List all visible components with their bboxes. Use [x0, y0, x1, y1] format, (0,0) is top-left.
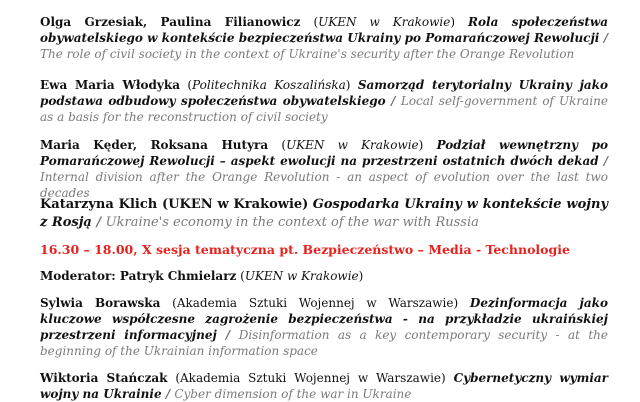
entry-title-polish: Cybernetyczny wymiar wojny na Ukrainie [40, 371, 608, 401]
entry-title-english: Local self-government of Ukraine as a basis for the reconstruction of civil society [40, 94, 608, 124]
entry-affiliation: UKEN w Krakowie [318, 15, 451, 29]
program-entry: Ewa Maria Włodyka (Politechnika Koszalińska) Samorząd terytorialny Ukrainy jako podstawa odbudowy społeczeństwa obywatelskiego / Local self-government of Ukraine as a basis for the reconstruction of civil society [40, 78, 608, 124]
program-entry: Olga Grzesiak, Paulina Filianowicz (UKEN w Krakowie) Rola społeczeństwa obywatelskiego w kontekście bezpieczeństwa Ukrainy po Pomarańczowej Rewolucji / The role of civil society in the context of Ukraine's security after the Orange Revolution [40, 15, 609, 61]
entry-title-polish: Samorząd terytorialny Ukrainy jako podstawa odbudowy społeczeństwa obywatelskiego [40, 78, 608, 108]
entry-authors: Katarzyna Klich (UKEN w Krakowie) [40, 197, 309, 212]
entry-authors: Olga Grzesiak, Paulina Filianowicz [40, 15, 301, 29]
entry-authors: Sylwia Borawska [40, 296, 161, 310]
session-heading: 16.30 – 18.00, X sesja tematyczna pt. Bezpieczeństwo – Media - Technologie [40, 242, 570, 257]
entry-affiliation: UKEN w Krakowie [286, 138, 419, 152]
entry-authors: Ewa Maria Włodyka [40, 78, 180, 92]
entry-title-polish: Podział wewnętrzny po Pomarańczowej Rewolucji – aspekt ewolucji na przestrzeni ostatnich dwóch dekad [40, 138, 608, 168]
program-entry: Wiktoria Stańczak (Akademia Sztuki Wojennej w Warszawie) Cybernetyczny wymiar wojny na Ukrainie / Cyber dimension of the war in Ukraine [40, 371, 608, 401]
moderator-affiliation: UKEN w Krakowie [244, 269, 359, 283]
program-entry: Sylwia Borawska (Akademia Sztuki Wojennej w Warszawie) Dezinformacja jako kluczowe współczesne zagrożenie bezpieczeństwa - na przykładzie ukraińskiej przestrzeni informacyjnej / Disinformation as a key contemporary security - at the beginning of the Ukrainian information space [40, 296, 608, 358]
entry-title-polish: Dezinformacja jako kluczowe współczesne zagrożenie bezpieczeństwa - na przykładzie ukraińskiej przestrzeni informacyjnej [40, 296, 608, 342]
entry-authors: Wiktoria Stańczak [40, 371, 168, 385]
moderator-line: Moderator: Patryk Chmielarz (UKEN w Krakowie) [40, 269, 364, 283]
entry-title-english: Internal division after the Orange Revolution - an aspect of evolution over the last two decades [40, 170, 608, 200]
entry-title-english: The role of civil society in the context of Ukraine's security after the Orange Revolution [40, 47, 575, 61]
program-entry: Maria Kęder, Roksana Hutyra (UKEN w Krakowie) Podział wewnętrzny po Pomarańczowej Rewolucji – aspekt ewolucji na przestrzeni ostatnich dwóch dekad / Internal division after the Orange Revolution - an aspect of evolution over the last two decades [40, 138, 608, 200]
entry-title-polish: Gospodarka Ukrainy w kontekście wojny z Rosją [40, 197, 608, 230]
entry-title-english: Cyber dimension of the war in Ukraine [174, 387, 412, 401]
entry-title-english: Disinformation as a key contemporary security - at the beginning of the Ukrainian information space [40, 328, 608, 358]
entry-title-english: Ukraine's economy in the context of the war with Russia [105, 215, 479, 230]
entry-affiliation: (Akademia Sztuki Wojennej w Warszawie) [167, 371, 454, 385]
entry-authors: Maria Kęder, Roksana Hutyra [40, 138, 269, 152]
entry-affiliation: Akademia Sztuki Wojennej w Warszawie [176, 296, 454, 310]
entry-affiliation: Politechnika Koszalińska [192, 78, 346, 92]
entry-title-polish: Rola społeczeństwa obywatelskiego w kontekście bezpieczeństwa Ukrainy po Pomarańczowej Rewolucji [40, 15, 609, 45]
moderator-label: Moderator: Patryk Chmielarz [40, 269, 237, 283]
program-entry: Katarzyna Klich (UKEN w Krakowie) Gospodarka Ukrainy w kontekście wojny z Rosją / Ukraine's economy in the context of the war with Russia [40, 197, 608, 230]
